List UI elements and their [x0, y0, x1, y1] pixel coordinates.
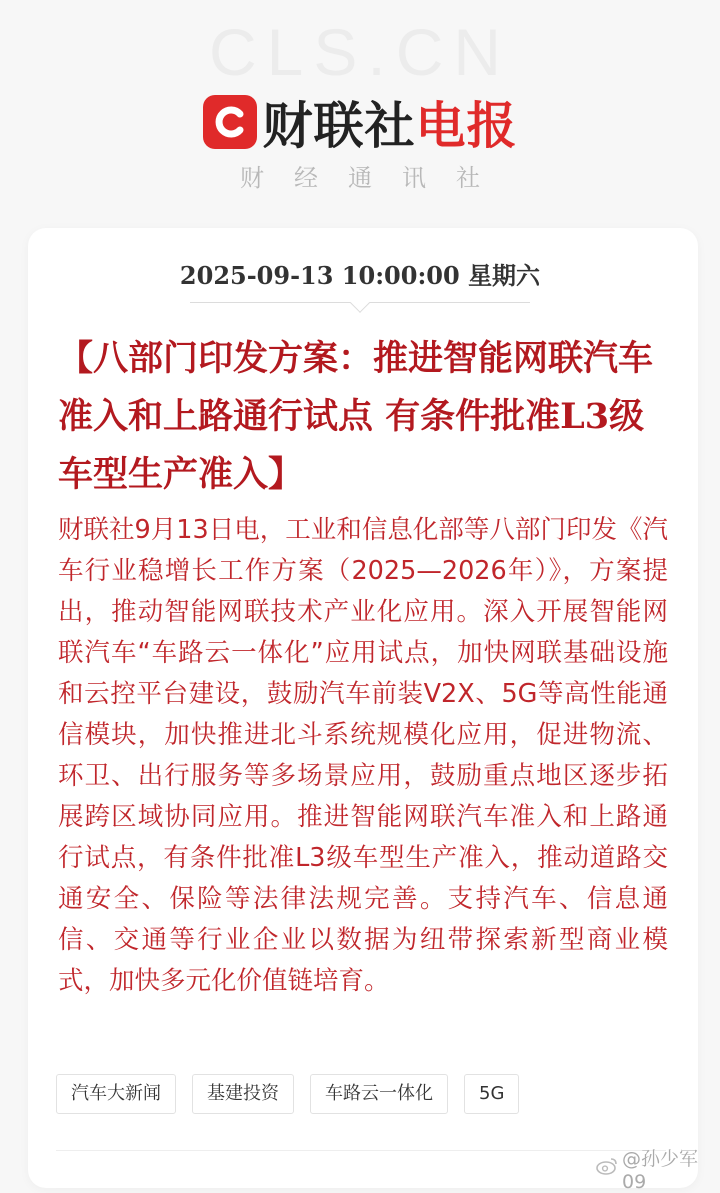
- tag-item[interactable]: 5G: [464, 1074, 519, 1114]
- footer-divider: [56, 1150, 666, 1151]
- weibo-handle: @孙少军09: [622, 1148, 699, 1193]
- brand-suffix: 电报: [415, 97, 518, 155]
- weibo-icon: [596, 1157, 618, 1180]
- brand-logo-group: [0, 86, 720, 158]
- sub-brand-text: 财经通讯社: [240, 164, 510, 192]
- tag-list: [56, 1074, 535, 1114]
- article-body: 财联社9月13日电，工业和信息化部等八部门印发《汽车行业稳增长工作方案（2025—2026年）》，方案提出，推动智能网联技术产业化应用。深入开展智能网联汽车“车路云一体化”应用试点，加快网联基础设施和云控平台建设，鼓励汽车前装V2X、5G等高性能通信模块，加快推进北斗系统规模化应用，促进物流、环卫、出行服务等多场景应用，鼓励重点地区逐步拓展跨区域协同应用。推进智能网联汽车准入和上路通行试点，有条件批准L3级车型生产准入，推动道路交通安全、保险等法律法规完善。支持汽车、信息通信、交通等行业企业以数据为纽带探索新型商业模式，加快多元化价值链培育。: [58, 515, 668, 996]
- cls-logo-icon: [203, 95, 257, 149]
- tag-item[interactable]: 基建投资: [192, 1074, 294, 1114]
- tag-item[interactable]: 汽车大新闻: [56, 1074, 176, 1114]
- weibo-watermark: [596, 1144, 720, 1193]
- article-headline: 【八部门印发方案：推进智能网联汽车准入和上路通行试点 有条件批准L3级车型生产准入】: [58, 338, 654, 495]
- watermark-text: CLS.CN: [208, 15, 512, 89]
- tag-item[interactable]: 车路云一体化: [310, 1074, 448, 1114]
- article-datetime: 2025-09-13 10:00:00 星期六: [179, 261, 541, 290]
- brand-name: 财联社: [262, 97, 416, 155]
